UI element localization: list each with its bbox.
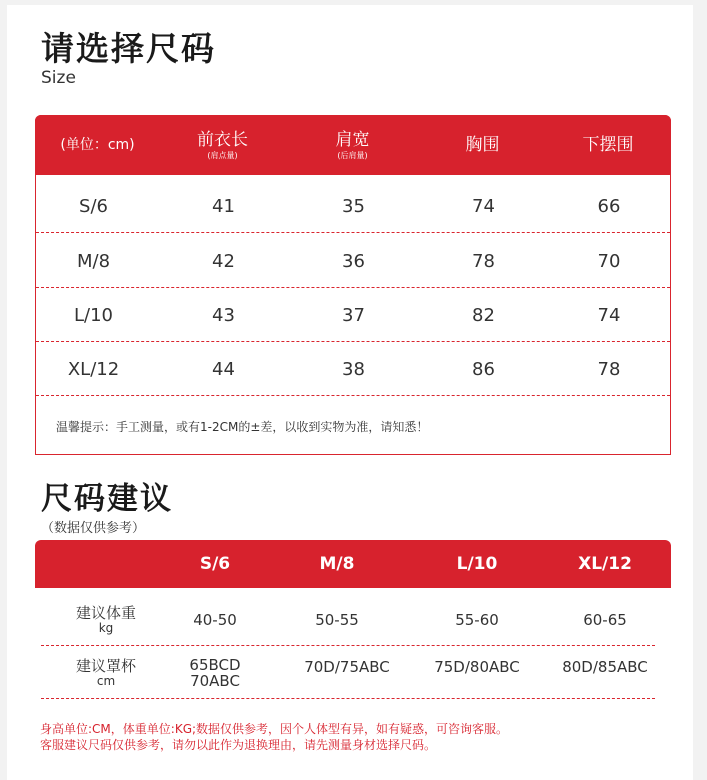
weight-cell: 55-60 — [455, 611, 499, 629]
cup-value: 65BCD — [189, 656, 241, 674]
size-cell: S/6 — [79, 195, 108, 217]
cup-value: 70D/75ABC — [304, 658, 390, 676]
header-size-xl: XL/12 — [578, 554, 632, 574]
header-length-note: (肩点量) — [207, 150, 238, 160]
header-length — [160, 115, 285, 175]
cup-cell — [160, 647, 270, 699]
hem-cell: 78 — [597, 358, 621, 380]
recommend-section-title: 尺码建议 — [41, 481, 173, 517]
unit-header — [35, 115, 160, 175]
chest-cell: 82 — [472, 304, 495, 326]
table-row — [36, 288, 670, 342]
weight-cell: 40-50 — [193, 611, 237, 629]
header-hem-label: 下摆围 — [582, 135, 634, 155]
length-cell: 44 — [212, 358, 235, 380]
measurement-tip: 温馨提示：手工测量，或有1-2CM的±差，以收到实物为准，请知悉！ — [56, 420, 429, 434]
header-size-l: L/10 — [456, 554, 498, 574]
header-shoulder — [290, 115, 415, 175]
weight-row — [41, 594, 655, 646]
weight-cell: 60-65 — [583, 611, 627, 629]
chest-cell: 74 — [472, 195, 495, 217]
unit-note: 身高单位:CM，体重单位:KG;数据仅供参考，因个人体型有异，如有疑惑，可咨询客服。 — [40, 722, 509, 736]
cup-value: 80D/85ABC — [562, 658, 648, 676]
chest-cell: 86 — [472, 358, 495, 380]
table-row — [36, 342, 670, 396]
size-cell: M/8 — [76, 250, 111, 272]
table-row — [36, 234, 670, 288]
cup-row — [41, 647, 655, 699]
shoulder-cell: 37 — [342, 304, 365, 326]
header-length-label: 前衣长 — [197, 129, 248, 150]
weight-label-cell — [41, 594, 171, 646]
header-shoulder-label: 肩宽 — [335, 129, 370, 150]
header-hem — [545, 115, 671, 175]
length-cell: 41 — [212, 195, 235, 217]
cup-cell — [540, 647, 670, 699]
size-cell: XL/12 — [67, 358, 120, 380]
service-note: 客服建议尺码仅供参考，请勿以此作为退换理由，请先测量身材选择尺码。 — [40, 738, 437, 752]
cup-cell — [282, 647, 412, 699]
shoulder-cell: 36 — [342, 250, 365, 272]
table-row — [36, 179, 670, 233]
hem-cell: 66 — [597, 195, 621, 217]
shoulder-cell: 35 — [342, 195, 365, 217]
header-size-s: S/6 — [199, 554, 231, 574]
cup-unit: cm — [96, 674, 116, 688]
shoulder-cell: 38 — [342, 358, 365, 380]
weight-cell: 50-55 — [315, 611, 359, 629]
size-table-header — [35, 115, 671, 175]
chest-cell: 78 — [472, 250, 495, 272]
cup-label: 建议罩杯 — [75, 657, 136, 675]
size-table — [35, 115, 671, 455]
cup-cell — [412, 647, 542, 699]
header-shoulder-note: (后肩量) — [337, 150, 368, 160]
recommend-table-header — [35, 540, 671, 588]
length-cell: 42 — [212, 250, 235, 272]
weight-unit: kg — [98, 621, 114, 635]
unit-label: (单位：cm) — [60, 137, 135, 153]
hem-cell: 74 — [597, 304, 621, 326]
size-section-title: 请选择尺码 — [41, 29, 216, 68]
size-chart-page — [7, 5, 693, 780]
cup-label-cell — [41, 647, 171, 699]
size-cell: L/10 — [74, 304, 113, 326]
header-chest — [420, 115, 545, 175]
header-chest-label: 胸围 — [465, 135, 500, 155]
hem-cell: 70 — [597, 250, 621, 272]
weight-label: 建议体重 — [75, 604, 136, 622]
header-size-m: M/8 — [319, 554, 355, 574]
cup-value: 70ABC — [190, 672, 240, 690]
recommend-table — [35, 540, 671, 712]
cup-value: 75D/80ABC — [434, 658, 520, 676]
recommend-section-subtitle: （数据仅供参考） — [41, 521, 146, 536]
size-section-subtitle: Size — [41, 68, 76, 88]
length-cell: 43 — [212, 304, 235, 326]
